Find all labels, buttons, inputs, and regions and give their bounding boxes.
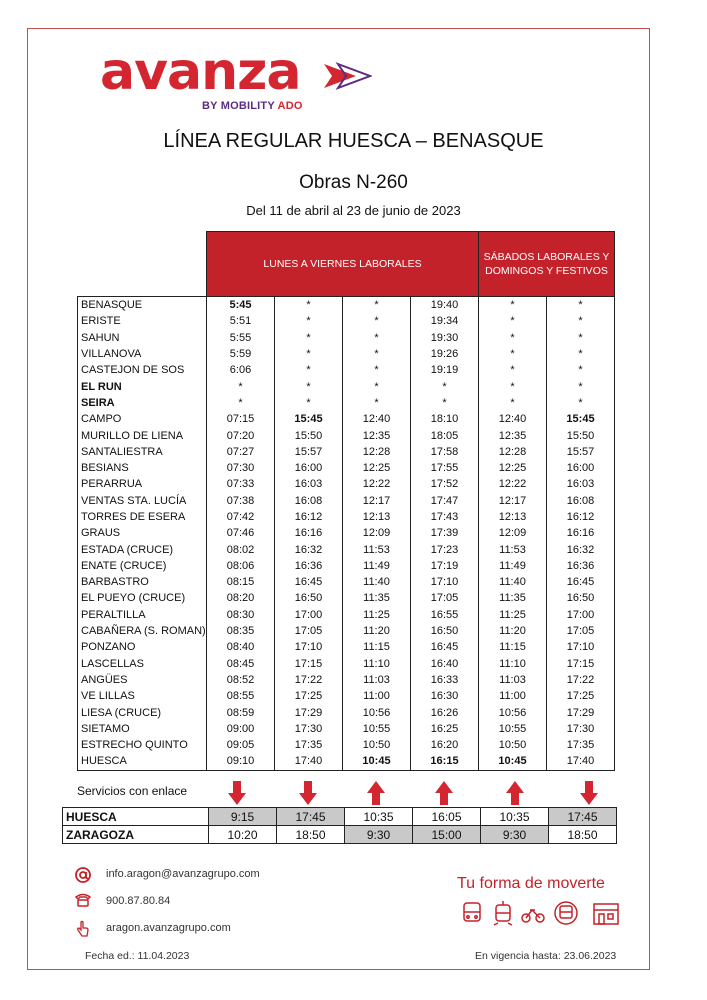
departure-time: 15:45 — [275, 411, 343, 427]
departure-time: 08:59 — [207, 704, 275, 720]
timetable-row — [78, 558, 615, 574]
departure-time: 16:12 — [547, 509, 615, 525]
connections-table — [62, 807, 617, 844]
timetable-row — [78, 688, 615, 704]
departure-time: 17:29 — [275, 704, 343, 720]
departure-time: 08:40 — [207, 639, 275, 655]
departure-time: 17:47 — [411, 493, 479, 509]
avanza-logo — [100, 42, 380, 118]
departure-time: 11:53 — [479, 541, 547, 557]
departure-time: 5:51 — [207, 313, 275, 329]
departure-time: 16:45 — [411, 639, 479, 655]
departure-time: 10:45 — [479, 753, 547, 770]
departure-time: 16:33 — [411, 672, 479, 688]
timetable-row — [78, 427, 615, 443]
departure-time: * — [411, 378, 479, 394]
departure-time: 11:40 — [479, 574, 547, 590]
stop-name: PERARRUA — [78, 476, 207, 492]
departure-time: 5:45 — [207, 297, 275, 314]
stop-name: MURILLO DE LIENA — [78, 427, 207, 443]
departure-time: * — [275, 395, 343, 411]
stop-name: PERALTILLA — [78, 607, 207, 623]
departure-time: 08:35 — [207, 623, 275, 639]
departure-time: * — [343, 346, 411, 362]
stop-name: GRAUS — [78, 525, 207, 541]
stop-name: EL RUN — [78, 378, 207, 394]
departure-time: 17:19 — [411, 558, 479, 574]
stop-name: CASTEJON DE SOS — [78, 362, 207, 378]
departure-time: * — [343, 378, 411, 394]
departure-time: 16:50 — [411, 623, 479, 639]
departure-time: 17:30 — [547, 721, 615, 737]
departure-time: 12:09 — [343, 525, 411, 541]
departure-time: 16:15 — [411, 753, 479, 770]
departure-time: 12:17 — [479, 493, 547, 509]
departure-time: 16:25 — [411, 721, 479, 737]
bus-icon — [464, 903, 480, 921]
departure-time: 16:12 — [275, 509, 343, 525]
stop-name: CAMPO — [78, 411, 207, 427]
timetable-row — [78, 623, 615, 639]
departure-time: 17:30 — [275, 721, 343, 737]
departure-time: * — [275, 362, 343, 378]
departure-time: 12:25 — [343, 460, 411, 476]
departure-time: 09:05 — [207, 737, 275, 753]
zaragoza-time: 9:30 — [345, 826, 413, 844]
stop-name: BARBASTRO — [78, 574, 207, 590]
page-title: LÍNEA REGULAR HUESCA – BENASQUE — [163, 130, 544, 152]
departure-time: 16:03 — [547, 476, 615, 492]
departure-time: 19:26 — [411, 346, 479, 362]
departure-time: 11:15 — [343, 639, 411, 655]
zaragoza-time: 18:50 — [549, 826, 617, 844]
stop-name: TORRES DE ESERA — [78, 509, 207, 525]
departure-time: 12:40 — [343, 411, 411, 427]
departure-time: 11:49 — [479, 558, 547, 574]
departure-time: * — [479, 313, 547, 329]
departure-time: 17:58 — [411, 444, 479, 460]
timetable-row — [78, 574, 615, 590]
huesca-time: 10:35 — [345, 808, 413, 826]
arrow-down-icon — [298, 780, 318, 806]
departure-time: * — [343, 395, 411, 411]
departure-time: 16:16 — [547, 525, 615, 541]
departure-time: 08:55 — [207, 688, 275, 704]
departure-time: 08:20 — [207, 590, 275, 606]
phone-icon — [74, 891, 92, 909]
departure-time: 19:19 — [411, 362, 479, 378]
departure-time: 07:15 — [207, 411, 275, 427]
stop-name: CABAÑERA (S. ROMAN) — [78, 623, 207, 639]
timetable-row — [78, 395, 615, 411]
departure-time: 11:35 — [479, 590, 547, 606]
timetable — [77, 231, 615, 771]
arrow-down-icon — [579, 780, 599, 806]
timetable-row — [78, 639, 615, 655]
departure-time: * — [547, 395, 615, 411]
station-icon — [594, 904, 618, 924]
weekday-header: LUNES A VIERNES LABORALES — [207, 232, 479, 297]
departure-time: 12:35 — [479, 427, 547, 443]
departure-time: 17:40 — [547, 753, 615, 770]
departure-time: 12:28 — [343, 444, 411, 460]
stop-name: VILLANOVA — [78, 346, 207, 362]
logo-arrows-icon — [322, 58, 372, 94]
departure-time: 12:40 — [479, 411, 547, 427]
departure-time: 12:22 — [479, 476, 547, 492]
departure-time: 17:35 — [547, 737, 615, 753]
stop-name: VE LILLAS — [78, 688, 207, 704]
departure-time: * — [343, 362, 411, 378]
bicycle-icon — [522, 910, 544, 922]
departure-time: 11:49 — [343, 558, 411, 574]
logo-wordmark: avanza — [100, 42, 301, 102]
departure-time: 16:45 — [275, 574, 343, 590]
arrow-up-icon — [366, 780, 386, 806]
stop-name: LIESA (CRUCE) — [78, 704, 207, 720]
stop-name: VENTAS STA. LUCÍA — [78, 493, 207, 509]
pointer-icon — [74, 920, 92, 938]
timetable-row — [78, 297, 615, 314]
timetable-row — [78, 541, 615, 557]
departure-time: 15:50 — [547, 427, 615, 443]
departure-time: 15:45 — [547, 411, 615, 427]
departure-time: 07:46 — [207, 525, 275, 541]
departure-time: 15:57 — [547, 444, 615, 460]
departure-time: 10:56 — [479, 704, 547, 720]
stop-name: SANTALIESTRA — [78, 444, 207, 460]
departure-time: * — [275, 297, 343, 314]
departure-time: 07:38 — [207, 493, 275, 509]
departure-time: 16:03 — [275, 476, 343, 492]
timetable-row — [78, 525, 615, 541]
departure-time: * — [343, 330, 411, 346]
departure-time: * — [547, 378, 615, 394]
departure-time: 16:45 — [547, 574, 615, 590]
timetable-row — [78, 444, 615, 460]
departure-time: * — [275, 313, 343, 329]
city-label: ZARAGOZA — [63, 826, 209, 844]
departure-time: 12:09 — [479, 525, 547, 541]
huesca-row — [63, 808, 617, 826]
departure-time: 11:25 — [479, 607, 547, 623]
departure-time: 17:29 — [547, 704, 615, 720]
departure-time: 11:35 — [343, 590, 411, 606]
timetable-row — [78, 362, 615, 378]
departure-time: 12:13 — [479, 509, 547, 525]
departure-time: 17:05 — [547, 623, 615, 639]
departure-time: 17:10 — [547, 639, 615, 655]
departure-time: 16:50 — [275, 590, 343, 606]
stop-name: SAHUN — [78, 330, 207, 346]
departure-time: 18:10 — [411, 411, 479, 427]
departure-time: * — [547, 346, 615, 362]
departure-time: 17:15 — [275, 656, 343, 672]
timetable-row — [78, 656, 615, 672]
departure-time: 08:52 — [207, 672, 275, 688]
stop-name: EL PUEYO (CRUCE) — [78, 590, 207, 606]
weekend-header: SÁBADOS LABORALES Y DOMINGOS Y FESTIVOS — [479, 232, 615, 297]
departure-time: 11:40 — [343, 574, 411, 590]
timetable-row — [78, 460, 615, 476]
departure-time: 10:50 — [479, 737, 547, 753]
departure-time: 11:53 — [343, 541, 411, 557]
timetable-row — [78, 378, 615, 394]
departure-time: 11:15 — [479, 639, 547, 655]
departure-time: 11:03 — [343, 672, 411, 688]
arrow-up-icon — [434, 780, 454, 806]
departure-time: 10:56 — [343, 704, 411, 720]
stop-name: BENASQUE — [78, 297, 207, 314]
timetable-row — [78, 590, 615, 606]
departure-time: 17:00 — [547, 607, 615, 623]
departure-time: 12:22 — [343, 476, 411, 492]
departure-time: 16:00 — [275, 460, 343, 476]
departure-time: * — [479, 297, 547, 314]
departure-time: 19:34 — [411, 313, 479, 329]
departure-time: 12:17 — [343, 493, 411, 509]
departure-time: 16:08 — [275, 493, 343, 509]
departure-time: 12:25 — [479, 460, 547, 476]
departure-time: * — [207, 378, 275, 394]
departure-time: 17:52 — [411, 476, 479, 492]
stop-name: ERISTE — [78, 313, 207, 329]
departure-time: 16:55 — [411, 607, 479, 623]
timetable-row — [78, 737, 615, 753]
departure-time: * — [479, 330, 547, 346]
stop-name: ESTRECHO QUINTO — [78, 737, 207, 753]
departure-time: 11:20 — [479, 623, 547, 639]
departure-time: * — [547, 297, 615, 314]
zaragoza-time: 10:20 — [209, 826, 277, 844]
departure-time: 12:35 — [343, 427, 411, 443]
timetable-row — [78, 672, 615, 688]
departure-time: 10:45 — [343, 753, 411, 770]
timetable-row — [78, 330, 615, 346]
stop-name: ESTADA (CRUCE) — [78, 541, 207, 557]
departure-time: 16:36 — [547, 558, 615, 574]
departure-time: 09:00 — [207, 721, 275, 737]
connections-label: Servicios con enlace — [77, 784, 188, 798]
train-icon — [555, 902, 577, 924]
departure-time: * — [547, 313, 615, 329]
stop-name: SEIRA — [78, 395, 207, 411]
departure-time: 08:06 — [207, 558, 275, 574]
huesca-time: 17:45 — [549, 808, 617, 826]
phone-number[interactable]: 900.87.80.84 — [106, 895, 171, 907]
departure-time: 15:57 — [275, 444, 343, 460]
departure-time: 11:10 — [343, 656, 411, 672]
departure-time: 16:40 — [411, 656, 479, 672]
departure-time: 6:06 — [207, 362, 275, 378]
timetable-row — [78, 721, 615, 737]
departure-time: 17:00 — [275, 607, 343, 623]
departure-time: 17:25 — [547, 688, 615, 704]
departure-time: 16:30 — [411, 688, 479, 704]
departure-time: * — [275, 330, 343, 346]
departure-time: * — [275, 378, 343, 394]
departure-time: 09:10 — [207, 753, 275, 770]
departure-time: 19:40 — [411, 297, 479, 314]
departure-time: * — [411, 395, 479, 411]
departure-time: 17:05 — [411, 590, 479, 606]
departure-time: * — [479, 378, 547, 394]
timetable-row — [78, 704, 615, 720]
departure-time: 16:00 — [547, 460, 615, 476]
huesca-time: 17:45 — [277, 808, 345, 826]
departure-time: 17:22 — [275, 672, 343, 688]
city-label: HUESCA — [63, 808, 209, 826]
departure-time: 17:22 — [547, 672, 615, 688]
tagline: Tu forma de moverte — [457, 875, 605, 892]
departure-time: * — [275, 346, 343, 362]
stop-name: ANGÜES — [78, 672, 207, 688]
departure-time: 10:50 — [343, 737, 411, 753]
departure-time: 17:43 — [411, 509, 479, 525]
departure-time: 17:55 — [411, 460, 479, 476]
departure-time: 5:55 — [207, 330, 275, 346]
departure-time: 17:15 — [547, 656, 615, 672]
website-link[interactable]: aragon.avanzagrupo.com — [106, 922, 231, 934]
departure-time: 15:50 — [275, 427, 343, 443]
zaragoza-time: 15:00 — [413, 826, 481, 844]
departure-time: 17:23 — [411, 541, 479, 557]
huesca-time: 9:15 — [209, 808, 277, 826]
departure-time: 07:27 — [207, 444, 275, 460]
departure-time: * — [207, 395, 275, 411]
email-link[interactable]: info.aragon@avanzagrupo.com — [106, 868, 260, 880]
zaragoza-row — [63, 826, 617, 844]
departure-time: 17:10 — [411, 574, 479, 590]
departure-time: 11:25 — [343, 607, 411, 623]
arrow-down-icon — [227, 780, 247, 806]
huesca-time: 10:35 — [481, 808, 549, 826]
email-icon — [74, 866, 92, 884]
departure-time: 11:00 — [479, 688, 547, 704]
departure-time: 16:20 — [411, 737, 479, 753]
stop-name: LASCELLAS — [78, 656, 207, 672]
departure-time: 16:08 — [547, 493, 615, 509]
stop-name: HUESCA — [78, 753, 207, 770]
stop-name: SIETAMO — [78, 721, 207, 737]
departure-time: * — [343, 313, 411, 329]
edition-date: Fecha ed.: 11.04.2023 — [85, 950, 190, 962]
stop-name: ENATE (CRUCE) — [78, 558, 207, 574]
validity-dates: Del 11 de abril al 23 de junio de 2023 — [246, 203, 461, 218]
departure-time: 10:55 — [479, 721, 547, 737]
departure-time: 10:55 — [343, 721, 411, 737]
departure-time: 11:03 — [479, 672, 547, 688]
timetable-row — [78, 753, 615, 770]
departure-time: 16:26 — [411, 704, 479, 720]
departure-time: 12:28 — [479, 444, 547, 460]
departure-time: 08:02 — [207, 541, 275, 557]
timetable-row — [78, 346, 615, 362]
departure-time: 12:13 — [343, 509, 411, 525]
departure-time: 11:10 — [479, 656, 547, 672]
departure-time: 17:05 — [275, 623, 343, 639]
departure-time: * — [479, 362, 547, 378]
departure-time: 18:05 — [411, 427, 479, 443]
departure-time: 16:32 — [275, 541, 343, 557]
departure-time: 17:35 — [275, 737, 343, 753]
departure-time: 08:30 — [207, 607, 275, 623]
timetable-header — [78, 232, 615, 297]
zaragoza-time: 9:30 — [481, 826, 549, 844]
departure-time: 07:20 — [207, 427, 275, 443]
timetable-row — [78, 476, 615, 492]
logo-byline: BY MOBILITY ADO — [202, 100, 303, 112]
stop-name: BESIANS — [78, 460, 207, 476]
departure-time: 07:30 — [207, 460, 275, 476]
transport-modes-icons — [462, 900, 627, 926]
valid-until: En vigencia hasta: 23.06.2023 — [475, 950, 617, 962]
departure-time: 08:45 — [207, 656, 275, 672]
departure-time: 5:59 — [207, 346, 275, 362]
departure-time: 07:33 — [207, 476, 275, 492]
departure-time: * — [479, 346, 547, 362]
zaragoza-time: 18:50 — [277, 826, 345, 844]
departure-time: 17:39 — [411, 525, 479, 541]
departure-time: * — [547, 362, 615, 378]
departure-time: 16:50 — [547, 590, 615, 606]
timetable-row — [78, 607, 615, 623]
page-subtitle: Obras N-260 — [299, 172, 408, 193]
departure-time: 07:42 — [207, 509, 275, 525]
departure-time: 17:25 — [275, 688, 343, 704]
timetable-row — [78, 411, 615, 427]
timetable-row — [78, 313, 615, 329]
departure-time: 16:32 — [547, 541, 615, 557]
departure-time: 11:20 — [343, 623, 411, 639]
timetable-row — [78, 509, 615, 525]
departure-time: 17:40 — [275, 753, 343, 770]
departure-time: * — [547, 330, 615, 346]
timetable-row — [78, 493, 615, 509]
tram-icon — [494, 901, 512, 925]
stop-name: PONZANO — [78, 639, 207, 655]
departure-time: 16:36 — [275, 558, 343, 574]
departure-time: 16:16 — [275, 525, 343, 541]
departure-time: 11:00 — [343, 688, 411, 704]
departure-time: 19:30 — [411, 330, 479, 346]
departure-time: 17:10 — [275, 639, 343, 655]
departure-time: 08:15 — [207, 574, 275, 590]
huesca-time: 16:05 — [413, 808, 481, 826]
departure-time: * — [343, 297, 411, 314]
arrow-up-icon — [505, 780, 525, 806]
departure-time: * — [479, 395, 547, 411]
